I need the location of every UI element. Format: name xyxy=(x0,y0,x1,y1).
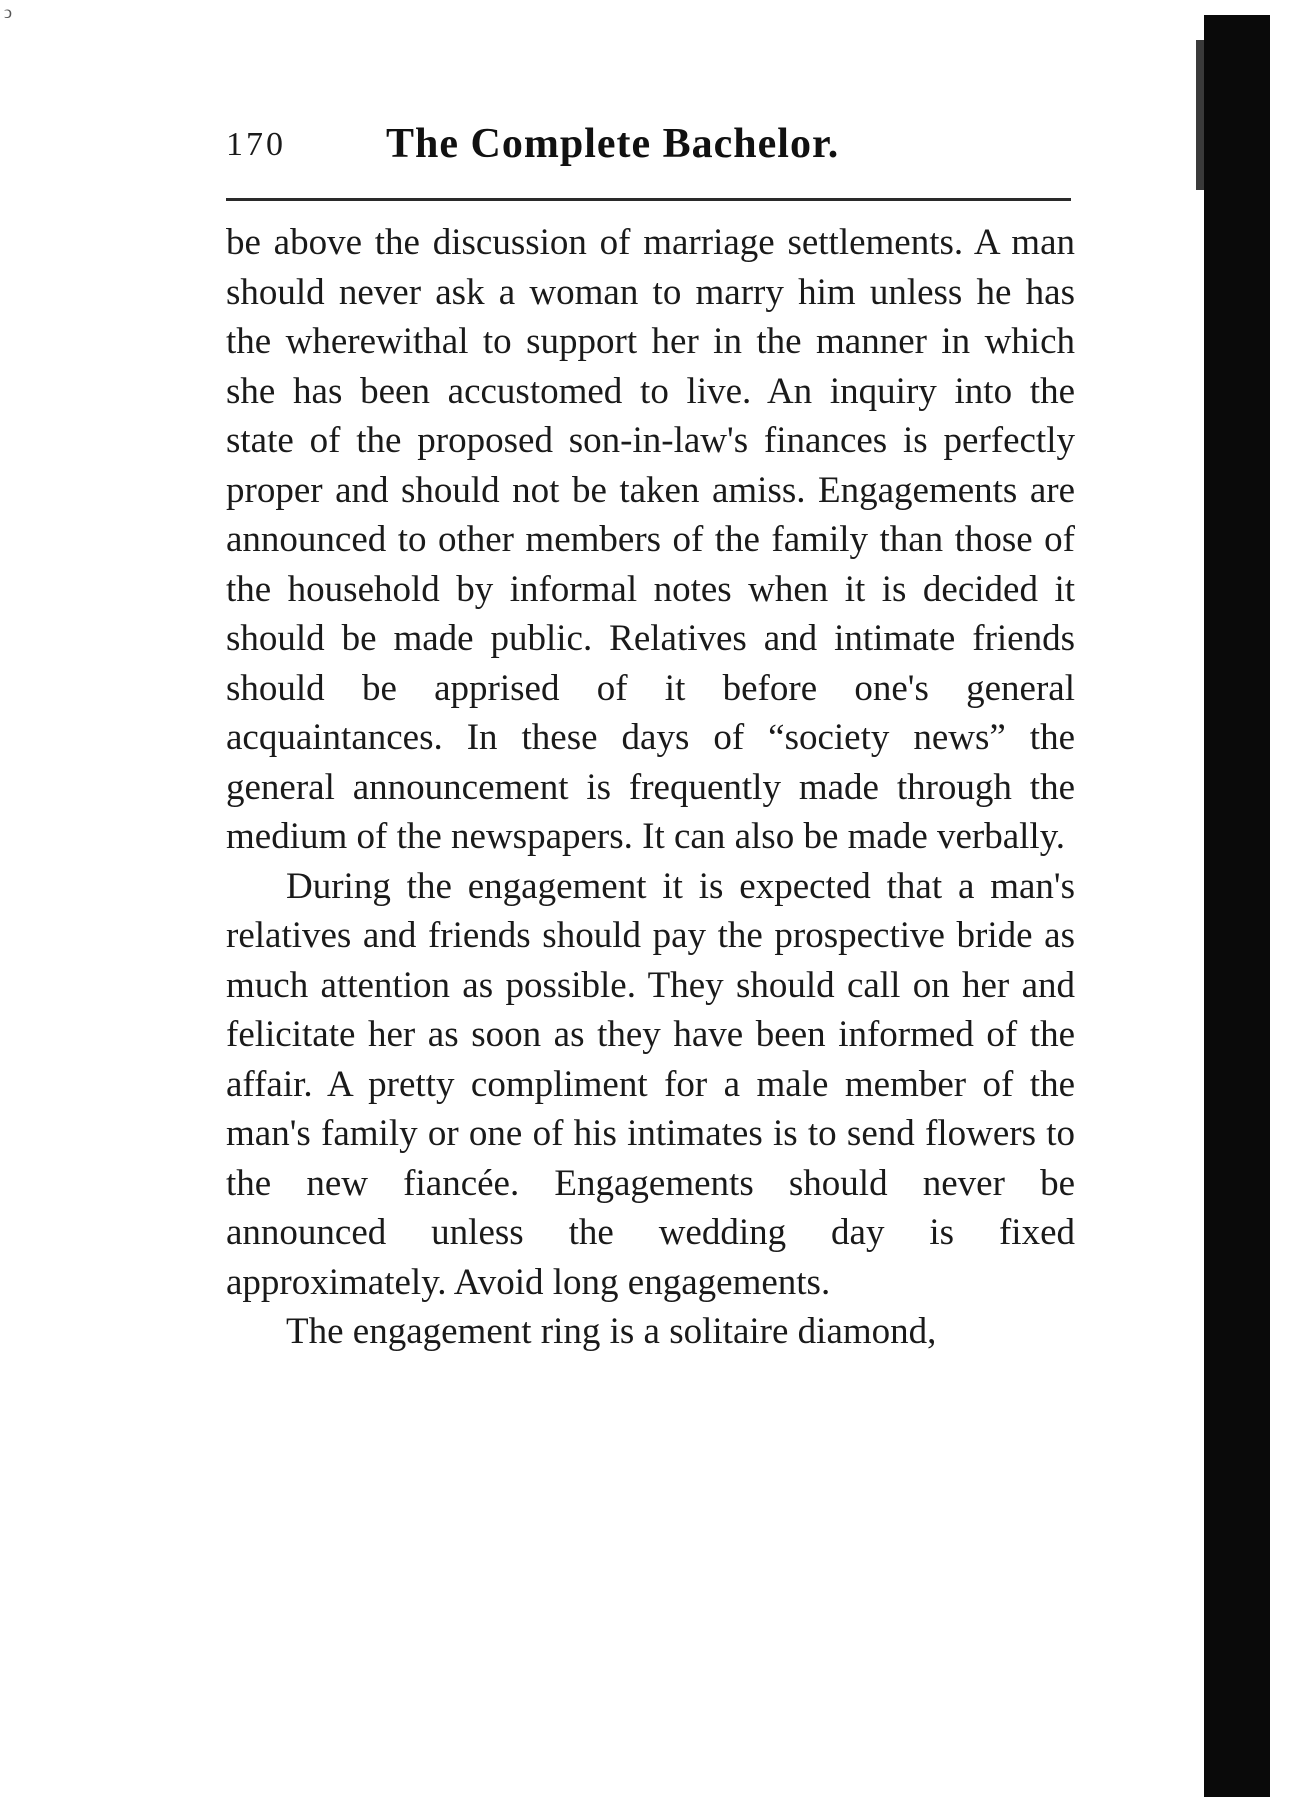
header-rule xyxy=(226,198,1071,201)
body-text xyxy=(226,218,1075,1357)
page-header xyxy=(226,120,1071,180)
paragraph-3: The engagement ring is a solitaire diamond, xyxy=(286,1311,937,1352)
scan-edge-border xyxy=(1204,15,1270,1797)
paragraph-1: be above the discussion of marriage settlements. A man should never ask a woman to marry him unless he has the wherewithal to support her in the manner in which she has been accustomed to live. An inquiry into the state of the proposed son-in-law's finances is perfectly proper and should not be taken amiss. Engagements are announced to other members of the family than those of the household by informal notes when it is decided it should be made public. Relatives and intimate friends should be apprised of it before one's general acquaintances. In these days of “society news” the general announcement is frequently made through the medium of the newspapers. It can also be made verbally. xyxy=(226,222,1075,857)
paragraph-2: During the engagement it is expected that a man's relatives and friends should pay the prospective bride as much attention as possible. They should call on her and felicitate her as soon as they have been informed of the affair. A pretty compliment for a male member of the man's family or one of his intimates is to send flowers to the new fiancée. Engagements should never be announced unless the wedding day is fixed approximately. Avoid long engagements. xyxy=(226,865,1075,1303)
running-title: The Complete Bachelor. xyxy=(386,121,840,167)
page-number: 170 xyxy=(226,126,286,163)
scan-mark: ↄ xyxy=(4,2,12,22)
